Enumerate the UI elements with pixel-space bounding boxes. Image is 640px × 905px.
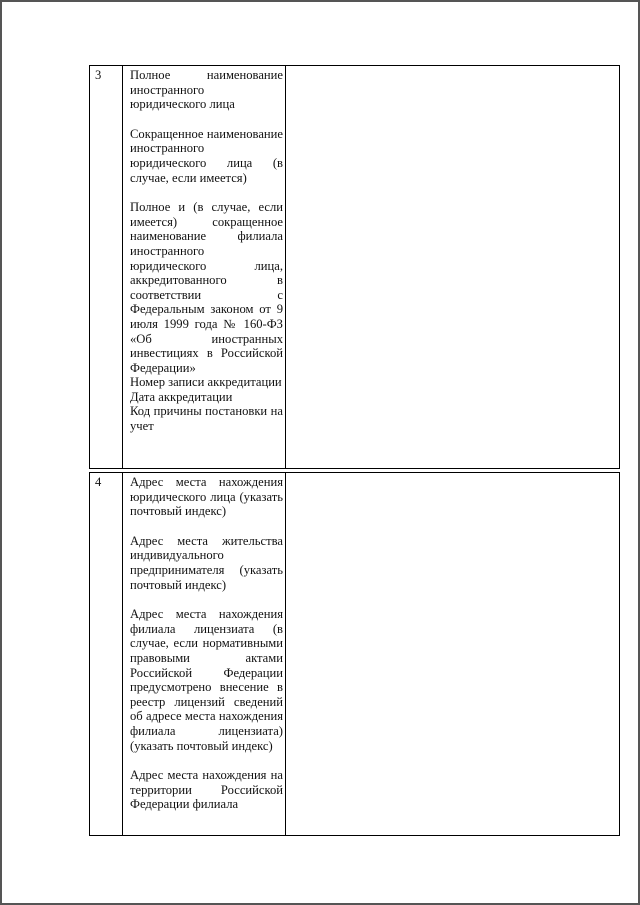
field-value-cell [286,473,619,835]
row-number: 4 [90,473,123,835]
row-number: 3 [90,66,123,468]
field-description-cell [123,66,286,468]
field-name-branch: Полное и (в случае, если имеется) сокращенное наименование филиала иностранного юридического лица, аккредитованного в соответствии с Федеральным законом от 9 июля 1999 года № 160-ФЗ «Об иностранных инвестициях в Российской Федерации» [130,200,283,375]
table-row [89,65,620,469]
field-registration-reason-code: Код причины постановки на учет [130,404,283,434]
field-legal-address: Адрес места нахождения юридического лица (указать почтовый индекс) [130,475,283,519]
field-entrepreneur-address: Адрес места жительства индивидуального предпринимателя (указать почтовый индекс) [130,533,283,592]
field-accreditation-number: Номер записи аккредитации [130,375,282,390]
field-branch-address: Адрес места нахождения филиала лицензиата (в случае, если нормативными правовыми актами Российской Федерации предусмотрено внесение в реестр лицензий сведений об адресе места нахождения филиала лицензиата) (указать почтовый индекс) [130,607,283,753]
field-foreign-branch-address: Адрес места нахождения на территории Российской Федерации филиала [130,768,283,812]
field-name-short: Сокращенное наименование иностранного юридического лица (в случае, если имеется) [130,126,283,185]
field-name-full: Полное наименование иностранного юридического лица [130,68,283,112]
field-description-cell [123,473,286,835]
field-value-cell [286,66,619,468]
field-accreditation-date: Дата аккредитации [130,389,233,404]
table-row [89,472,620,836]
